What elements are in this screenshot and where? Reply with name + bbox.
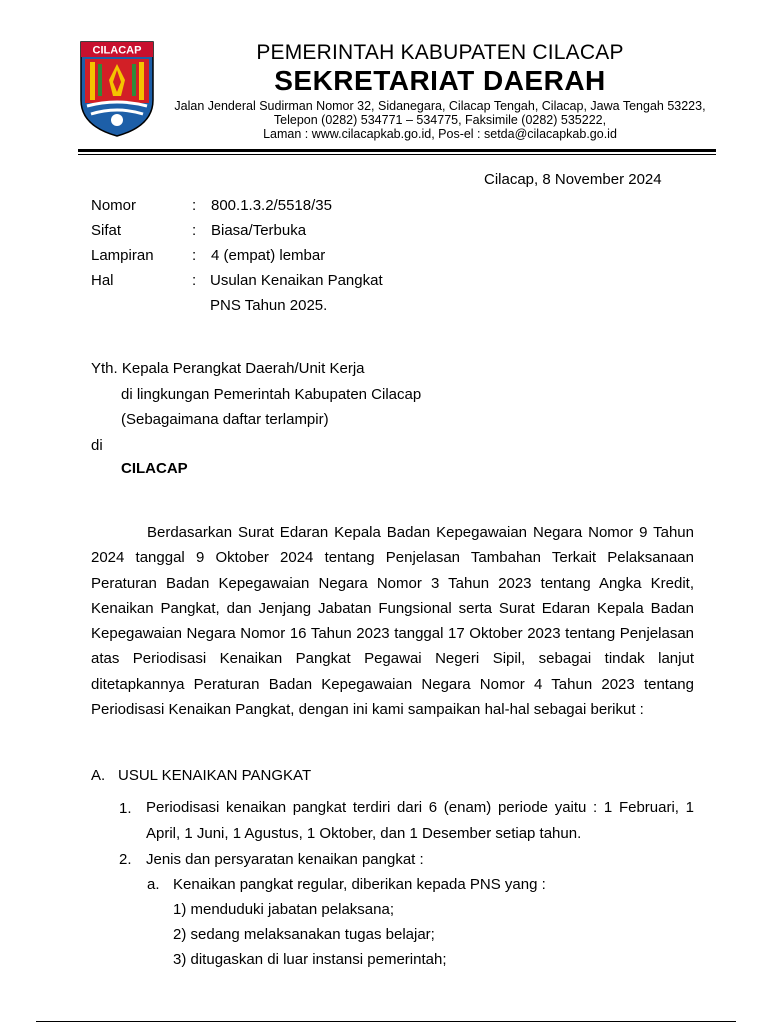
- body-paragraph: [91, 520, 694, 722]
- meta-label-sifat: Sifat: [91, 222, 122, 239]
- svg-text:CILACAP: CILACAP: [92, 44, 142, 57]
- meta-label-hal: Hal: [91, 272, 114, 289]
- item-2a-marker: a.: [147, 876, 160, 893]
- kop-website-email: Laman : www.cilacapkab.go.id, Pos-el : setda@cilacapkab.go.id: [263, 127, 617, 141]
- item-2-text: Jenis dan persyaratan kenaikan pangkat :: [146, 851, 424, 868]
- item-2-marker: 2.: [119, 851, 132, 868]
- body-text: Berdasarkan Surat Edaran Kepala Badan Kepegawaian Negara Nomor 9 Tahun 2024 tanggal 9 Oktober 2024 tentang Penjelasan Tambahan Terkait Pelaksanaan Peraturan Badan Kepegawaian Negara Nomor 3 Tahun 2023 tentang Angka Kredit, Kenaikan Pangkat, dan Jenjang Jabatan Fungsional serta Surat Edaran Kepala Badan Kepegawaian Negara Nomor 16 Tahun 2023 tanggal 17 Oktober 2023 tentang Penjelasan atas Periodisasi Kenaikan Pangkat Pegawai Negeri Sipil, sebagai tindak lanjut ditetapkannya Peraturan Badan Kepegawaian Negara Nomor 4 Tahun 2023 tentang Periodisasi Kenaikan Pangkat, dengan ini kami sampaikan hal-hal sebagai berikut :: [91, 524, 694, 719]
- meta-value-nomor: 800.1.3.2/5518/35: [211, 197, 332, 214]
- kop-address: Jalan Jenderal Sudirman Nomor 32, Sidanegara, Cilacap Tengah, Cilacap, Jawa Tengah 53223,: [174, 99, 706, 113]
- section-a-marker: A.: [91, 767, 106, 784]
- kop-divider-thin: [78, 154, 716, 155]
- kop-office-name: SEKRETARIAT DAERAH: [274, 65, 606, 96]
- recipient-note: (Sebagaimana daftar terlampir): [121, 411, 329, 428]
- meta-label-nomor: Nomor: [91, 197, 137, 214]
- meta-value-hal-continued: PNS Tahun 2025.: [210, 297, 328, 314]
- item-1-text: Periodisasi kenaikan pangkat terdiri dari 6 (enam) periode yaitu : 1 Februari, 1 April, 1 Juni, 1 Agustus, 1 Oktober, dan 1 Desember setiap tahun.: [146, 799, 694, 842]
- kop-government-name: PEMERINTAH KABUPATEN CILACAP: [256, 41, 624, 64]
- meta-colon: :: [192, 247, 197, 264]
- item-1-marker: 1.: [119, 800, 132, 817]
- sub-item: 1) menduduki jabatan pelaksana;: [173, 901, 394, 918]
- meta-label-lampiran: Lampiran: [91, 247, 154, 264]
- letter-date: Cilacap, 8 November 2024: [484, 171, 662, 188]
- kop-phone: Telepon (0282) 534771 – 534775, Faksimile (0282) 535222,: [273, 113, 607, 127]
- sub-item: 2) sedang melaksanakan tugas belajar;: [173, 926, 435, 943]
- meta-colon: :: [192, 272, 197, 289]
- meta-colon: :: [192, 222, 197, 239]
- kop-divider-thick: [78, 149, 716, 152]
- sub-item: 3) ditugaskan di luar instansi pemerintah;: [173, 951, 447, 968]
- recipient-line: Yth. Kepala Perangkat Daerah/Unit Kerja: [91, 360, 365, 377]
- meta-colon: :: [192, 197, 197, 214]
- meta-value-sifat: Biasa/Terbuka: [211, 222, 307, 239]
- meta-value-lampiran: 4 (empat) lembar: [211, 247, 326, 264]
- recipient-scope: di lingkungan Pemerintah Kabupaten Cilacap: [121, 386, 422, 403]
- cilacap-emblem-logo: [79, 40, 155, 138]
- recipient-city: CILACAP: [121, 460, 188, 477]
- meta-value-hal: Usulan Kenaikan Pangkat: [210, 272, 383, 289]
- item-2a-text: Kenaikan pangkat regular, diberikan kepada PNS yang :: [173, 876, 546, 893]
- recipient-di: di: [91, 437, 103, 454]
- section-a-title: USUL KENAIKAN PANGKAT: [118, 767, 312, 784]
- page-bottom-edge: [36, 1021, 736, 1022]
